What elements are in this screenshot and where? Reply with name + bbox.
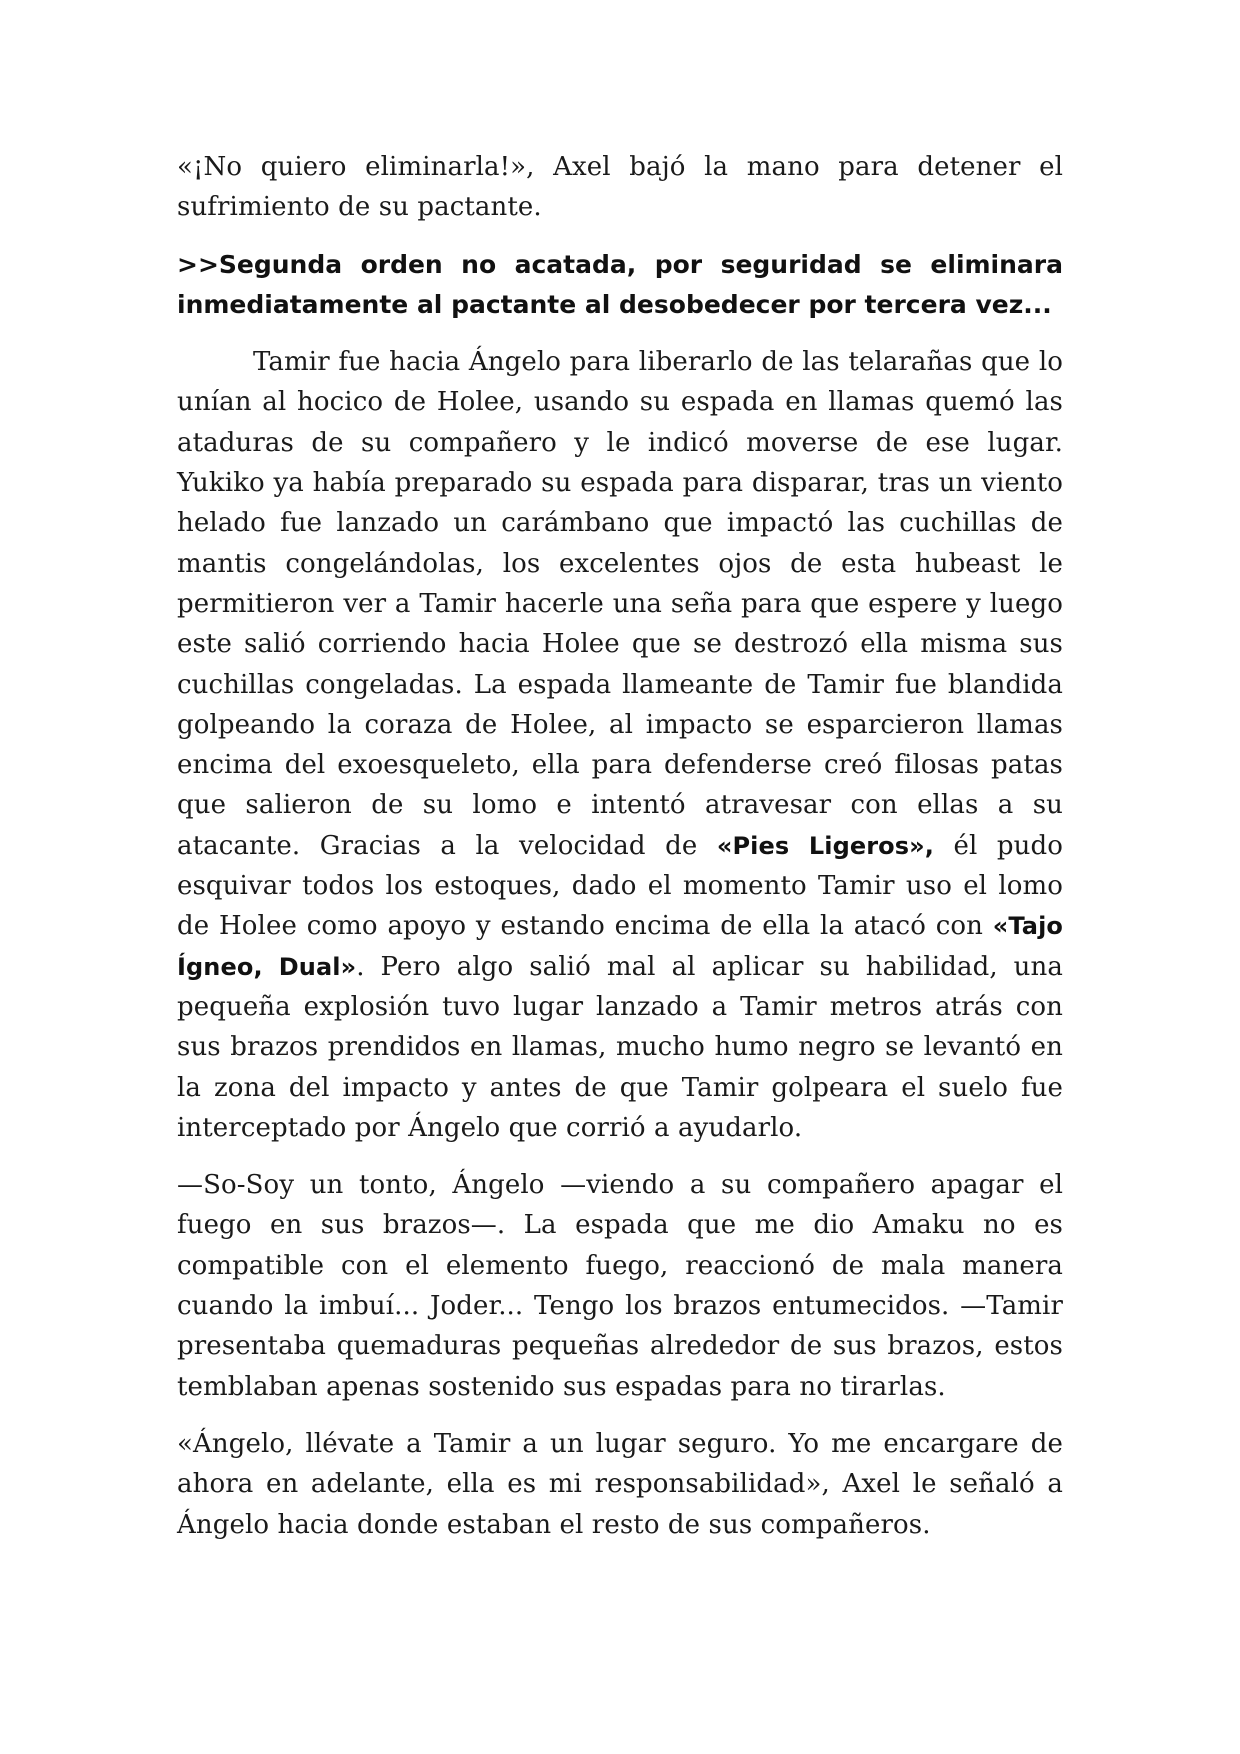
battle-text-part-2: él pudo esquivar todos los estoques, dado el momento Tamir uso el lomo de Holee como apoyo y estando encima de ella la atacó con bbox=[177, 830, 1063, 942]
paragraph-battle bbox=[177, 342, 1063, 1148]
body-text bbox=[177, 147, 1063, 1562]
skill-name-tajo-igneo: «Tajo Ígneo, Dual» bbox=[177, 912, 1063, 981]
paragraph-axel-thought: «¡No quiero eliminarla!», Axel bajó la mano para detener el sufrimiento de su pactante. bbox=[177, 152, 1063, 223]
battle-text-part-1: Tamir fue hacia Ángelo para liberarlo de las telarañas que lo unían al hocico de Holee, usando su espada en llamas quemó las ataduras de su compañero y le indicó moverse de ese lugar. Yukiko ya había preparado su espada para disparar, tras un viento helado fue lanzado un carámbano que impactó las cuchillas de mantis congelándolas, los excelentes ojos de esta hubeast le permitieron ver a Tamir hacerle una seña para que espere y luego este salió corriendo hacia Holee que se destrozó ella misma sus cuchillas congeladas. La espada llameante de Tamir fue blandida golpeando la coraza de Holee, al impacto se esparcieron llamas encima del exoesqueleto, ella para defenderse creó filosas patas que salieron de su lomo e intentó atravesar con ellas a su atacante. Gracias a la velocidad de bbox=[177, 347, 1063, 861]
system-message: >>Segunda orden no acatada, por seguridad se eliminara inmediatamente al pactante al desobedecer por tercera vez... bbox=[177, 249, 1063, 319]
paragraph-axel-order: «Ángelo, llévate a Tamir a un lugar seguro. Yo me encargare de ahora en adelante, ella es mi responsabilidad», Axel le señaló a Ángelo hacia donde estaban el resto de sus compañeros. bbox=[177, 1428, 1063, 1540]
battle-text-part-3: . Pero algo salió mal al aplicar su habilidad, una pequeña explosión tuvo lugar lanzado a Tamir metros atrás con sus brazos prendidos en llamas, mucho humo negro se levantó en la zona del impacto y antes de que Tamir golpeara el suelo fue interceptado por Ángelo que corrió a ayudarlo. bbox=[177, 951, 1063, 1143]
paragraph-tamir-dialogue: —So-Soy un tonto, Ángelo —viendo a su compañero apagar el fuego en sus brazos—. La espada que me dio Amaku no es compatible con el elemento fuego, reaccionó de mala manera cuando la imbuí... Joder... Tengo los brazos entumecidos. —Tamir presentaba quemaduras pequeñas alrededor de sus brazos, estos temblaban apenas sostenido sus espadas para no tirarlas. bbox=[177, 1170, 1063, 1402]
skill-name-pies-ligeros: «Pies Ligeros», bbox=[716, 831, 934, 860]
